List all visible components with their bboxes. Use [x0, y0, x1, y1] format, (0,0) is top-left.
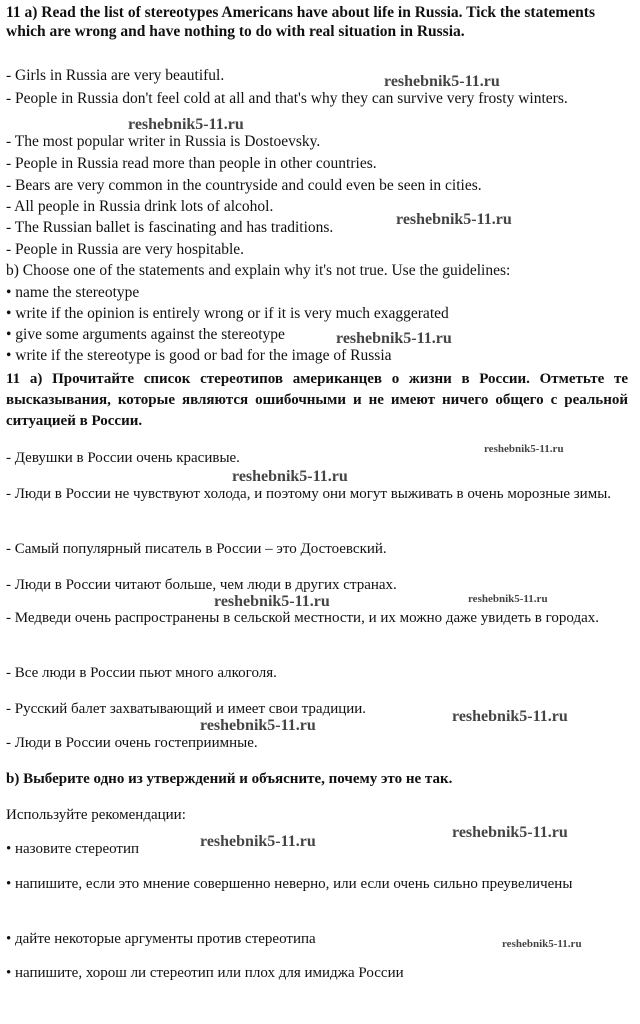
- ru-guideline-1: • назовите стереотип: [6, 841, 140, 857]
- watermark: reshebnik5-11.ru: [502, 938, 582, 950]
- watermark: reshebnik5-11.ru: [384, 73, 500, 90]
- english-heading: 11 a) Read the list of stereotypes Americans have about life in Russia. Tick the statements which are wrong and have nothing to do with real situation in Russia.: [6, 4, 595, 40]
- ru-statement-4: - Люди в России читают больше, чем люди в других странах.: [6, 577, 397, 593]
- watermark: reshebnik5-11.ru: [336, 330, 452, 347]
- en-guideline-2: • write if the opinion is entirely wrong or if it is very much exaggerated: [6, 305, 449, 322]
- en-statement-3: - The most popular writer in Russia is Dostoevsky.: [6, 133, 321, 150]
- en-task-b: b) Choose one of the statements and explain why it's not true. Use the guidelines:: [6, 262, 511, 279]
- ru-guideline-4: • напишите, хорош ли стереотип или плох для имиджа России: [6, 965, 404, 981]
- en-statement-2: - People in Russia don't feel cold at all and that's why they can survive very frosty winters.: [6, 90, 568, 107]
- ru-statement-1: - Девушки в России очень красивые.: [6, 450, 240, 466]
- ru-task-b: b) Выберите одно из утверждений и объясните, почему это не так.: [6, 771, 453, 787]
- watermark: reshebnik5-11.ru: [452, 708, 568, 725]
- ru-guidelines-intro: Используйте рекомендации:: [6, 807, 186, 823]
- russian-heading: 11 а) Прочитайте список стереотипов американцев о жизни в России. Отметьте те высказывания, которые являются ошибочными и не имеют ничего общего с реальной ситуацией в России.: [6, 371, 628, 429]
- en-guideline-4: • write if the stereotype is good or bad for the image of Russia: [6, 347, 392, 364]
- watermark: reshebnik5-11.ru: [232, 468, 348, 485]
- ru-statement-7: - Русский балет захватывающий и имеет свои традиции.: [6, 701, 367, 717]
- en-statement-7: - The Russian ballet is fascinating and has traditions.: [6, 219, 334, 236]
- watermark: reshebnik5-11.ru: [452, 824, 568, 841]
- watermark: reshebnik5-11.ru: [468, 593, 548, 605]
- watermark: reshebnik5-11.ru: [128, 116, 244, 133]
- en-statement-1: - Girls in Russia are very beautiful.: [6, 67, 225, 84]
- en-statement-8: - People in Russia are very hospitable.: [6, 241, 245, 258]
- ru-statement-6: - Все люди в России пьют много алкоголя.: [6, 665, 277, 681]
- watermark: reshebnik5-11.ru: [214, 593, 330, 610]
- ru-statement-2: - Люди в России не чувствуют холода, и поэтому они могут выживать в очень морозные зимы.: [6, 486, 612, 502]
- en-statement-4: - People in Russia read more than people in other countries.: [6, 155, 377, 172]
- watermark: reshebnik5-11.ru: [200, 833, 316, 850]
- en-guideline-3: • give some arguments against the stereotype: [6, 326, 285, 343]
- ru-guideline-2: • напишите, если это мнение совершенно неверно, или если очень сильно преувеличены: [6, 876, 573, 892]
- en-statement-5: - Bears are very common in the countryside and could even be seen in cities.: [6, 177, 482, 194]
- watermark: reshebnik5-11.ru: [484, 443, 564, 455]
- en-guideline-1: • name the stereotype: [6, 284, 140, 301]
- watermark: reshebnik5-11.ru: [200, 717, 316, 734]
- ru-statement-8: - Люди в России очень гостеприимные.: [6, 735, 258, 751]
- watermark: reshebnik5-11.ru: [396, 211, 512, 228]
- ru-statement-5: - Медведи очень распространены в сельской местности, и их можно даже увидеть в городах.: [6, 610, 600, 626]
- ru-guideline-3: • дайте некоторые аргументы против стереотипа: [6, 931, 316, 947]
- ru-statement-3: - Самый популярный писатель в России – это Достоевский.: [6, 541, 387, 557]
- en-statement-6: - All people in Russia drink lots of alcohol.: [6, 198, 274, 215]
